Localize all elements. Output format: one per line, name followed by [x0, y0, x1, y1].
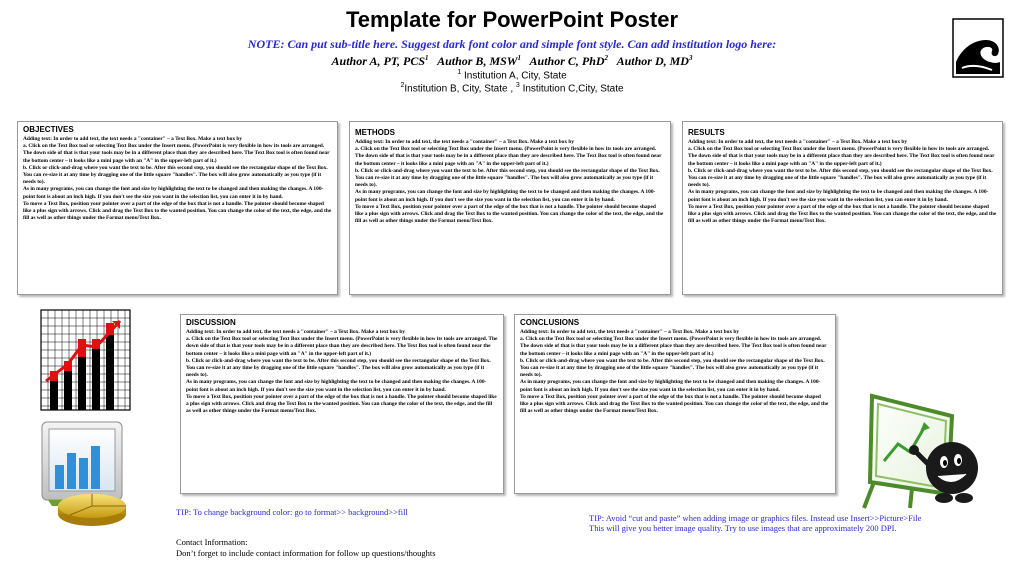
- author-a: Author A, PT, PCS: [331, 54, 426, 68]
- author-d-affil: 3: [688, 54, 693, 62]
- results-heading: RESULTS: [688, 128, 725, 137]
- objectives-text: Adding text: In order to add text, the text needs a "container" – a Text Box. Make a text box by a. Click on the Text Box tool or selecting Text Box under the Insert menu. (PowerPoint is very flexible in how its tools are arranged. The down side of that is that your tools may be in a different place than they are described here. The Text Box tool is often found near the bottom center – it looks like a mini page with an "A" in the upper-left part of it.) b. Click or click-and-drag where you want the text to be. After this second step, you should see the rectangular shape of the Text Box. You can re-size it at any time by dragging one of the little square "handles". The box will also grow automatically as you type (if it needs to). As in many programs, you can change the font and size by highlighting the text to be changed and then making the changes. A 100-point font is about an inch high. If you don't see the size you want in the selection list, you can enter it in by hand. To move a Text Box, position your pointer over a part of the edge of the box that is not a handle. The pointer should become shaped like a plus sign with arrows. Click and drag the Text Box to the wanted position. You can change the color of the text, the edge, and the fill as well as other things under the Format menu/Text Box.: [23, 136, 332, 222]
- methods-box[interactable]: [349, 121, 671, 295]
- conclusions-text: Adding text: In order to add text, the text needs a "container" – a Text Box. Make a text box by a. Click on the Text Box tool or selecting Text Box under the Insert menu. (PowerPoint is very flexible in how its tools are arranged. The down side of that is that your tools may be in a different place than they are described here. The Text Box tool is often found near the bottom center – it looks like a mini page with an "A" in the upper-left part of it.) b. Click or click-and-drag where you want the text to be. After this second step, you should see the rectangular shape of the Text Box. You can re-size it at any time by dragging one of the little square "handles". The box will also grow automatically as you type (if it needs to). As in many programs, you can change the font and size by highlighting the text to be changed and then making the changes. A 100-point font is about an inch high. If you don't see the size you want in the selection list, you can enter it in by hand. To move a Text Box, position your pointer over a part of the edge of the box that is not a handle. The pointer should become shaped like a plus sign with arrows. Click and drag the Text Box to the wanted position. You can change the color of the text, the edge, and the fill as well as other things under the Format menu/Text Box.: [520, 329, 829, 415]
- discussion-heading: DISCUSSION: [186, 318, 236, 327]
- discussion-box[interactable]: [180, 314, 504, 494]
- institution-a-affil: 1: [457, 69, 462, 76]
- results-text: Adding text: In order to add text, the text needs a "container" – a Text Box. Make a text box by a. Click on the Text Box tool or selecting Text Box under the Insert menu. (PowerPoint is very flexible in how its tools are arranged. The down side of that is that your tools may be in a different place than they are described here. The Text Box tool is often found near the bottom center – it looks like a mini page with an "A" in the upper-left part of it.) b. Click or click-and-drag where you want the text to be. After this second step, you should see the rectangular shape of the Text Box. You can re-size it at any time by dragging one of the little square "handles". The box will also grow automatically as you type (if it needs to). As in many programs, you can change the font and size by highlighting the text to be changed and then making the changes. A 100-point font is about an inch high. If you don't see the size you want in the selection list, you can enter it in by hand. To move a Text Box, position your pointer over a part of the edge of the box that is not a handle. The pointer should become shaped like a plus sign with arrows. Click and drag the Text Box to the wanted position. You can change the color of the text, the edge, and the fill as well as other things under the Format menu/Text Box.: [688, 139, 997, 225]
- author-b-affil: 1: [517, 54, 521, 62]
- author-b: Author B, MSW: [437, 54, 518, 68]
- background-tip: TIP: To change background color: go to format>> background>>fill: [176, 507, 408, 517]
- institution-b-affil: 2: [400, 82, 405, 89]
- poster-title: Template for PowerPoint Poster: [345, 7, 679, 32]
- methods-text: Adding text: In order to add text, the text needs a "container" – a Text Box. Make a text box by a. Click on the Text Box tool or selecting Text Box under the Insert menu. (PowerPoint is very flexible in how its tools are arranged. The down side of that is that your tools may be in a different place than they are described here. The Text Box tool is often found near the bottom center – it looks like a mini page with an "A" in the upper-left part of it.) b. Click or click-and-drag where you want the text to be. After this second step, you should see the rectangular shape of the Text Box. You can re-size it at any time by dragging one of the little square "handles". The box will also grow automatically as you type (if it needs to). As in many programs, you can change the font and size by highlighting the text to be changed and then making the changes. A 100-point font is about an inch high. If you don't see the size you want in the selection list, you can enter it in by hand. To move a Text Box, position your pointer over a part of the edge of the box that is not a handle. The pointer should become shaped like a plus sign with arrows. Click and drag the Text Box to the wanted position. You can change the color of the text, the edge, and the fill as well as other things under the Format menu/Text Box.: [355, 139, 664, 225]
- methods-heading: METHODS: [355, 128, 395, 137]
- institution-c-affil: 3: [515, 82, 520, 89]
- bar-chart-growth-icon: [40, 309, 131, 411]
- institution-a: Institution A, City, State: [461, 70, 567, 82]
- image-tip: TIP: Avoid “cut and paste” when adding image or graphics files. Instead use Insert>>Picture>File This will give you better image quality. Try to use images that are approximately 200 DPI.: [589, 513, 922, 533]
- author-c: Author C, PhD: [529, 54, 605, 68]
- discussion-text: Adding text: In order to add text, the text needs a "container" – a Text Box. Make a text box by a. Click on the Text Box tool or selecting Text Box under the Insert menu. (PowerPoint is very flexible in how its tools are arranged. The down side of that is that your tools may be in a different place than they are described here. The Text Box tool is often found near the bottom center – it looks like a mini page with an "A" in the upper-left part of it.) b. Click or click-and-drag where you want the text to be. After this second step, you should see the rectangular shape of the Text Box. You can re-size it at any time by dragging one of the little square "handles". The box will also grow automatically as you type (if it needs to). As in many programs, you can change the font and size by highlighting the text to be changed and then making the changes. A 100-point font is about an inch high. If you don't see the size you want in the selection list, you can enter it in by hand. To move a Text Box, position your pointer over a part of the edge of the box that is not a handle. The pointer should become shaped like a plus sign with arrows. Click and drag the Text Box to the wanted position. You can change the color of the text, the edge, and the fill as well as other things under the Format menu/Text Box.: [186, 329, 498, 415]
- contact-text: Don’t forget to include contact information for follow up questions/thoughts: [176, 548, 436, 558]
- author-d: Author D, MD: [616, 54, 689, 68]
- institution-c: Institution C,City, State: [519, 83, 624, 95]
- objectives-box[interactable]: [17, 121, 338, 295]
- institution-b: Institution B, City, State ,: [404, 83, 516, 95]
- smiley-presenter-icon: [852, 386, 982, 511]
- contact-label: Contact Information:: [176, 537, 248, 547]
- conclusions-box[interactable]: [514, 314, 836, 494]
- conclusions-heading: CONCLUSIONS: [520, 318, 580, 327]
- author-a-affil: 1: [425, 54, 429, 62]
- results-box[interactable]: [682, 121, 1003, 295]
- author-c-affil: 2: [604, 54, 609, 62]
- monitor-pie-chart-icon: [40, 420, 130, 532]
- wave-logo-icon: [952, 18, 1004, 78]
- poster-subtitle: NOTE: Can put sub-title here. Suggest dark font color and simple font style. Can add institution logo here:: [247, 37, 777, 51]
- objectives-heading: OBJECTIVES: [23, 125, 74, 134]
- institution-line-2: [0, 80, 1024, 95]
